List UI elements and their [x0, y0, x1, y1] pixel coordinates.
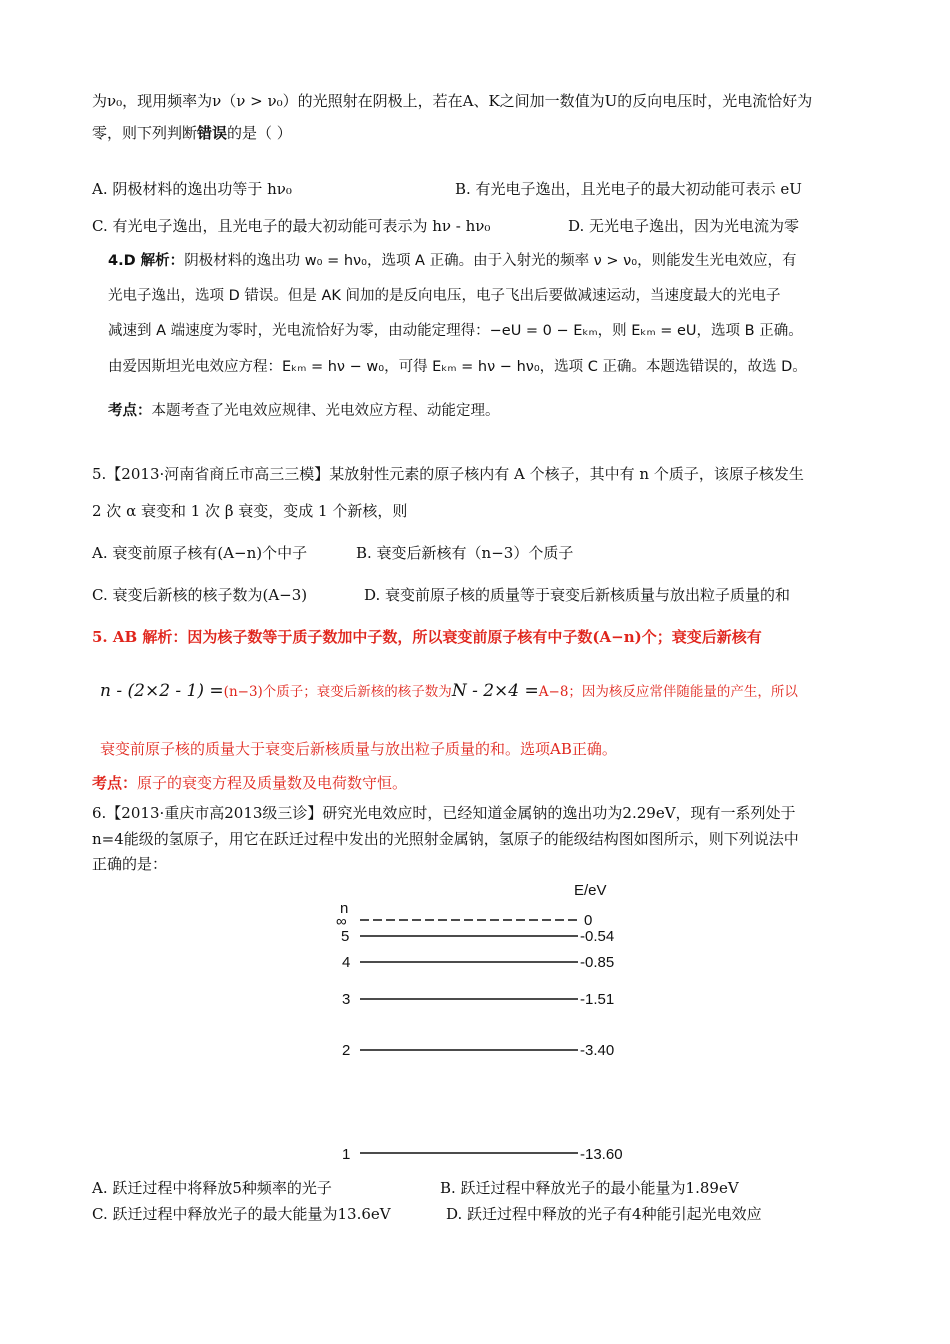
q4-stem-text: 零，则下列判断	[92, 124, 198, 142]
q6-option-d: D. 跃迁过程中释放的光子有4种能引起光电效应	[446, 1205, 762, 1223]
q5-option-d: D. 衰变前原子核的质量等于衰变后新核质量与放出粒子质量的和	[364, 586, 791, 604]
q4-stem-line1: 为ν₀，现用频率为ν（ν > ν₀）的光照射在阴极上，若在A、K之间加一数值为U的反向电压时，光电流恰好为	[92, 92, 813, 110]
level-e-3: -1.51	[580, 991, 615, 1008]
level-n-4: 4	[342, 954, 351, 971]
level-n-5: 5	[341, 928, 350, 945]
q5-equation-2: N - 2×4 =	[451, 681, 539, 701]
level-n-1: 1	[342, 1146, 351, 1163]
q6-option-a: A. 跃迁过程中将释放5种频率的光子	[92, 1179, 332, 1197]
q4-stem-emphasis: 错误	[197, 124, 228, 142]
diagram-energy-header: E/eV	[574, 882, 607, 899]
q5-equation-1: n - (2×2 - 1) =	[100, 681, 224, 701]
level-n-2: 2	[342, 1042, 351, 1059]
q5-stem-line1: 5.【2013·河南省商丘市高三三模】某放射性元素的原子核内有 A 个核子，其中有 n 个质子，该原子核发生	[92, 465, 804, 483]
q4-option-c: C. 有光电子逸出，且光电子的最大初动能可表示为 hν - hν₀	[92, 217, 491, 235]
level-e-2: -3.40	[580, 1042, 615, 1059]
q5-option-b: B. 衰变后新核有（n−3）个质子	[356, 544, 574, 562]
q5-key-text: 原子的衰变方程及质量数及电荷数守恒。	[137, 774, 408, 792]
q5-option-a: A. 衰变前原子核有(A−n)个中子	[92, 544, 308, 562]
q4-option-b: B. 有光电子逸出，且光电子的最大初动能可表示 eU	[455, 180, 802, 198]
q4-solution-line2: 光电子逸出，选项 D 错误。但是 AK 间加的是反向电压，电子飞出后要做减速运动，当速度最大的光电子	[108, 288, 781, 304]
q4-solution-text: 阴极材料的逸出功 w₀ = hν₀，选项 A 正确。由于入射光的频率 ν > ν₀，则能发生光电效应，有	[184, 253, 797, 269]
level-n-infinity: ∞	[336, 913, 347, 930]
q4-option-d: D. 无光电子逸出，因为光电流为零	[568, 217, 800, 235]
q5-key-label: 考点：	[92, 774, 138, 792]
q4-solution-label: 4.D 解析：	[108, 253, 185, 269]
q6-option-c: C. 跃迁过程中释放光子的最大能量为13.6eV	[92, 1205, 391, 1223]
q6-stem-line3: 正确的是：	[92, 855, 168, 873]
level-e-5: -0.54	[580, 928, 615, 945]
q5-solution-end: A−8；因为核反应常伴随能量的产生，所以	[538, 684, 798, 700]
q4-solution-line3: 减速到 A 端速度为零时，光电流恰好为零，由动能定理得：−eU = 0 − Eₖₘ，则 Eₖₘ = eU，选项 B 正确。	[108, 323, 803, 339]
q6-stem-line1: 6.【2013·重庆市高2013级三诊】研究光电效应时，已经知道金属钠的逸出功为2.29eV，现有一系列处于	[92, 804, 796, 822]
q4-solution-line4: 由爱因斯坦光电效应方程：Eₖₘ = hν − w₀，可得 Eₖₘ = hν − hν₀，选项 C 正确。本题选错误的，故选 D。	[108, 359, 807, 375]
q6-stem-line2: n=4能级的氢原子，用它在跃迁过程中发出的光照射金属钠，氢原子的能级结构图如图所示，则下列说法中	[92, 830, 799, 848]
level-n-3: 3	[342, 991, 351, 1008]
q5-stem-line2: 2 次 α 衰变和 1 次 β 衰变，变成 1 个新核，则	[92, 502, 408, 520]
q6-option-b: B. 跃迁过程中释放光子的最小能量为1.89eV	[440, 1179, 739, 1197]
q5-option-c: C. 衰变后新核的核子数为(A−3)	[92, 586, 308, 604]
q4-option-a: A. 阴极材料的逸出功等于 hν₀	[92, 180, 292, 198]
q5-solution-line1: 5. AB 解析：因为核子数等于质子数加中子数，所以衰变前原子核有中子数(A−n)个；衰变后新核有	[92, 628, 762, 646]
q4-key-label: 考点：	[108, 403, 152, 419]
diagram-n-header: n	[340, 900, 349, 917]
q4-key-text: 本题考查了光电效应规律、光电效应方程、动能定理。	[151, 403, 500, 419]
level-e-4: -0.85	[580, 954, 615, 971]
q5-solution-mid: (n−3)个质子；衰变后新核的核子数为	[223, 684, 452, 700]
level-e-infinity: 0	[584, 912, 593, 929]
q5-solution-line3: 衰变前原子核的质量大于衰变后新核质量与放出粒子质量的和。选项AB正确。	[100, 740, 617, 758]
q4-stem-blank: 的是（ ）	[227, 124, 292, 142]
level-e-1: -13.60	[580, 1146, 623, 1163]
